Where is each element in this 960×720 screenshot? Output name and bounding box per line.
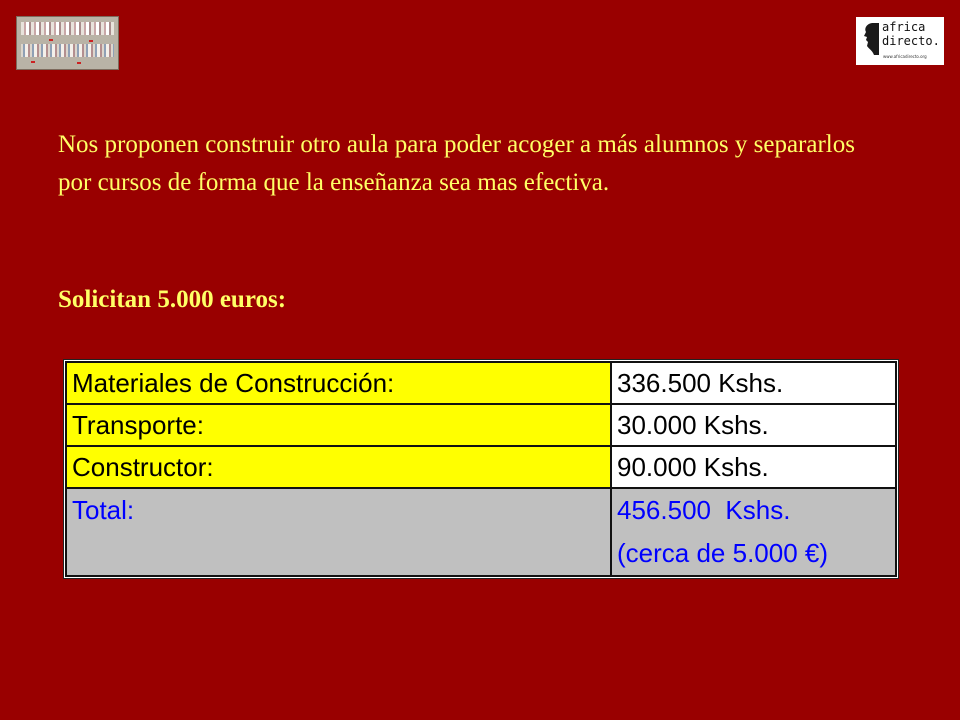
logo-line-2: directo. xyxy=(882,34,940,48)
budget-value: 30.000 Kshs. xyxy=(611,404,896,446)
total-note: (cerca de 5.000 €) xyxy=(617,538,829,568)
budget-value: 90.000 Kshs. xyxy=(611,446,896,488)
budget-label: Transporte: xyxy=(66,404,611,446)
request-heading: Solicitan 5.000 euros: xyxy=(58,286,287,313)
total-value: 456.500 Kshs. xyxy=(617,495,791,525)
project-thumbnail-image xyxy=(16,16,119,70)
logo-url: www.africadirecto.org xyxy=(883,54,927,59)
africa-directo-logo xyxy=(856,17,944,65)
face-profile-icon xyxy=(862,22,880,56)
total-row xyxy=(66,488,896,576)
table-row xyxy=(66,362,896,404)
table-row xyxy=(66,404,896,446)
budget-label: Constructor: xyxy=(66,446,611,488)
total-value-cell xyxy=(611,488,896,576)
logo-line-1: africa xyxy=(882,20,926,34)
budget-label: Materiales de Construcción: xyxy=(66,362,611,404)
intro-paragraph: Nos proponen construir otro aula para poder acoger a más alumnos y separarlos por cursos de forma que la enseñanza sea mas efectiva. xyxy=(58,131,855,196)
budget-value: 336.500 Kshs. xyxy=(611,362,896,404)
budget-table xyxy=(63,359,899,579)
table-row xyxy=(66,446,896,488)
total-label: Total: xyxy=(66,488,611,576)
